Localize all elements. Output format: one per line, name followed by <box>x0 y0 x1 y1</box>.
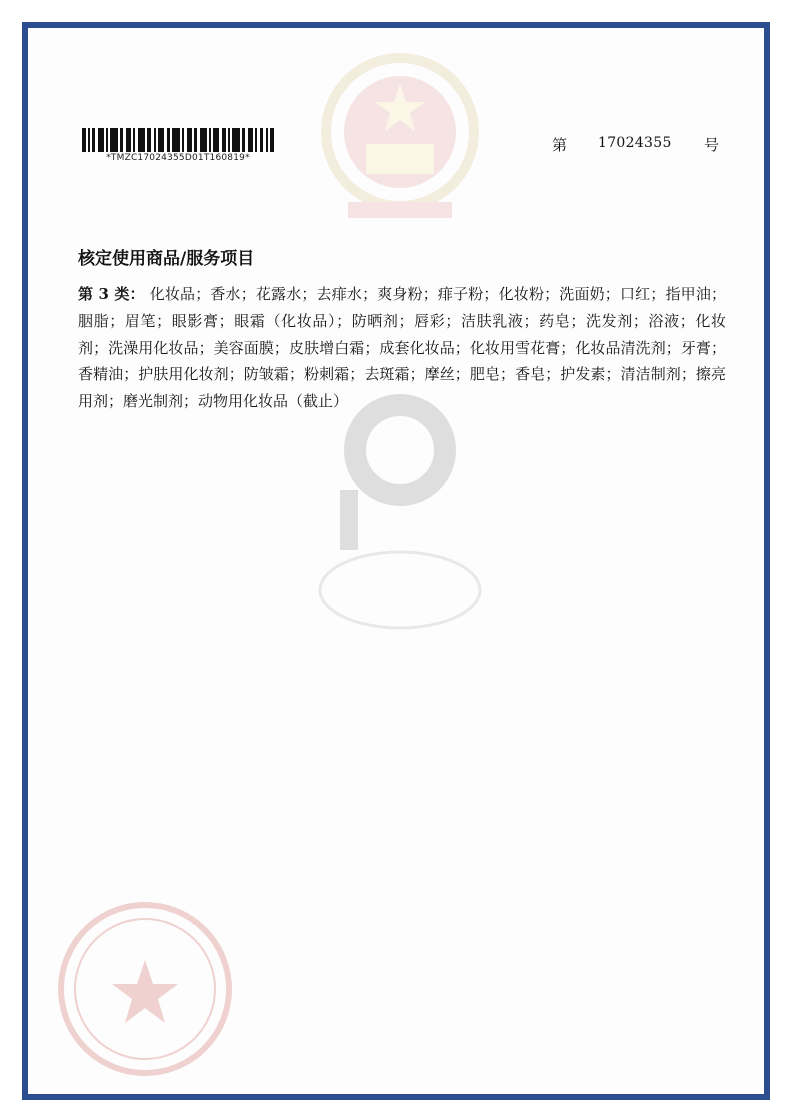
class-label: 第 3 类： <box>78 285 145 303</box>
registration-prefix: 第 <box>552 136 568 154</box>
registration-number: 17024355 <box>598 135 672 151</box>
barcode <box>82 128 274 170</box>
registration-number-line <box>552 134 732 158</box>
background-logo-watermark <box>300 390 500 630</box>
national-emblem-watermark <box>318 52 482 224</box>
barcode-graphic <box>82 128 274 152</box>
section-title: 核定使用商品/服务项目 <box>78 249 255 269</box>
official-seal <box>56 900 234 1078</box>
watermark-title <box>300 244 540 284</box>
goods-list <box>78 281 726 415</box>
goods-items: 化妆品；香水；花露水；去痱水；爽身粉；痱子粉；化妆粉；洗面奶；口红；指甲油；胭脂；眉笔；眼影膏；眼霜（化妆品）；防晒剂；唇彩；洁肤乳液；药皂；洗发剂；浴液；化妆剂；洗澡用化妆品；美容面膜；皮肤增白霜；成套化妆品；化妆用雪花膏；化妆品清洗剂；牙膏；香精油；护肤用化妆剂；防皱霜；粉刺霜；去斑霜；摩丝；肥皂；香皂；护发素；清洁制剂；擦亮用剂；磨光制剂；动物用化妆品（截止） <box>78 285 726 411</box>
registration-suffix: 号 <box>704 136 720 154</box>
barcode-text: *TMZC17024355D01T160819* <box>106 153 250 163</box>
